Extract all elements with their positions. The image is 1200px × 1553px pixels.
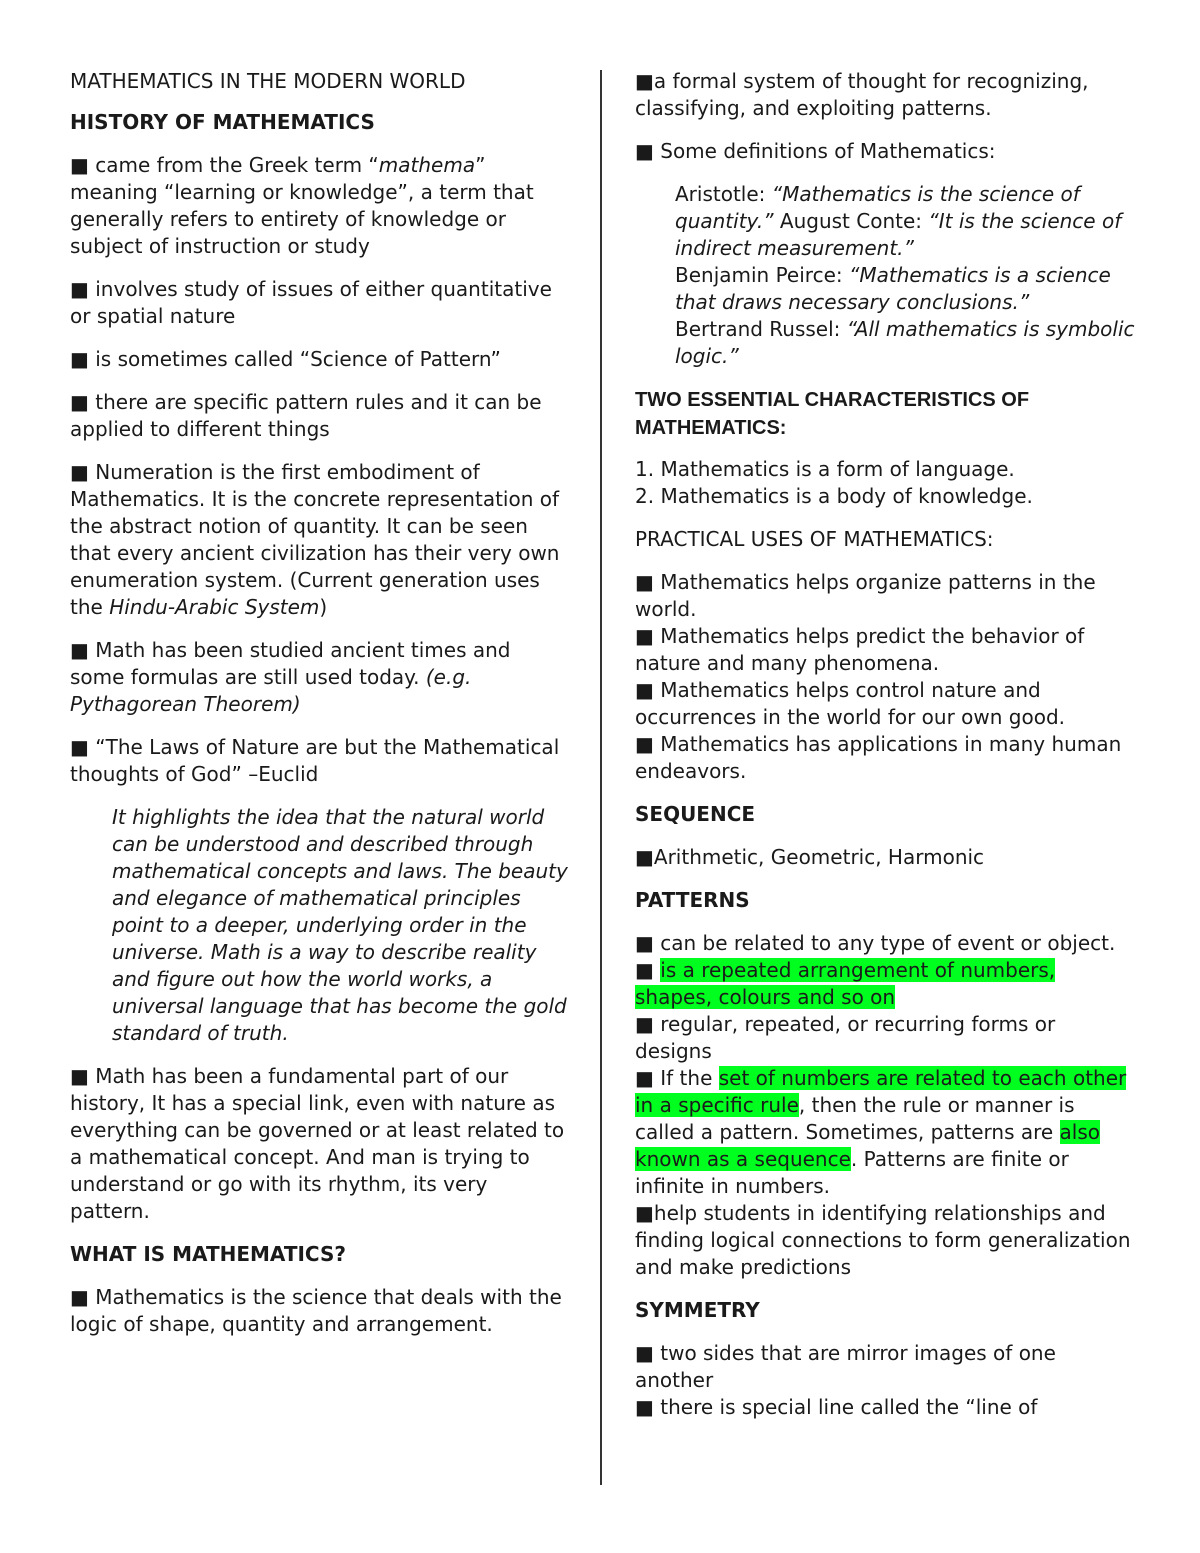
practical-use-1: ■ Mathematics helps organize patterns in the world. xyxy=(635,570,1096,621)
highlight-sequence: also known as a sequence xyxy=(635,1120,1101,1171)
practical-uses-heading: PRACTICAL USES OF MATHEMATICS: xyxy=(635,527,994,551)
symmetry-bullet-1: ■ two sides that are mirror images of one another xyxy=(635,1341,1056,1392)
pattern-bullet-2: ■ is a repeated arrangement of numbers, shapes, colours and so on xyxy=(635,958,1056,1009)
practical-use-3: ■ Mathematics helps control nature and occurrences in the world for our own good. xyxy=(635,678,1066,729)
practical-use-2: ■ Mathematics helps predict the behavior of nature and many phenomena. xyxy=(635,624,1085,675)
sequence-heading: SEQUENCE xyxy=(635,802,756,826)
practical-use-4: ■ Mathematics has applications in many human endeavors. xyxy=(635,732,1122,783)
highlight-specific-rule: set of numbers are related to each other in a specific rule xyxy=(635,1066,1127,1117)
pattern-bullet-4: ■ If the set of numbers are related to each other in a specific rule, then the rule or manner is called a pattern. Sometimes, patterns are also known as a sequence. Patterns are finite or infinite in numbers. xyxy=(635,1066,1127,1198)
bullet-study-issues: ■ involves study of issues of either quantitative or spatial nature xyxy=(70,277,552,328)
sequence-types: ■Arithmetic, Geometric, Harmonic xyxy=(635,845,985,869)
definitions-list: Aristotle: “Mathematics is the science of quantity.” August Conte: “It is the science of indirect measurement.” Benjamin Peirce: “Mathematics is a science that draws necessary conclusions.” Bertrand Russel: “All mathematics is symbolic logic.” xyxy=(675,182,1135,368)
bullet-some-definitions: ■ Some definitions of Mathematics: xyxy=(635,139,996,163)
bullet-fundamental-part: ■ Math has been a fundamental part of our history, It has a special link, even with nature as everything can be governed or at least related to a mathematical concept. And man is trying to understand or go with its rhythm, its very pattern. xyxy=(70,1064,565,1223)
pattern-bullet-5: ■help students in identifying relationships and finding logical connections to form generalization and make predictions xyxy=(635,1201,1131,1279)
bullet-euclid-quote: ■ “The Laws of Nature are but the Mathematical thoughts of God” –Euclid xyxy=(70,735,560,786)
bullet-formal-system: ■a formal system of thought for recognizing, classifying, and exploiting patterns. xyxy=(635,69,1089,120)
document-title: MATHEMATICS IN THE MODERN WORLD xyxy=(70,69,466,93)
what-is-math-heading: WHAT IS MATHEMATICS? xyxy=(70,1242,346,1266)
right-column xyxy=(635,68,1135,1421)
highlight-repeated-arrangement: is a repeated arrangement of numbers, shapes, colours and so on xyxy=(635,958,1056,1009)
characteristic-1: 1. Mathematics is a form of language. xyxy=(635,457,1015,481)
bullet-science-definition: ■ Mathematics is the science that deals with the logic of shape, quantity and arrangement. xyxy=(70,1285,562,1336)
patterns-heading: PATTERNS xyxy=(635,888,750,912)
characteristic-2: 2. Mathematics is a body of knowledge. xyxy=(635,484,1033,508)
symmetry-heading: SYMMETRY xyxy=(635,1298,760,1322)
bullet-numeration: ■ Numeration is the first embodiment of Mathematics. It is the concrete representation of the abstract notion of quantity. It can be seen that every ancient civilization has their very own enumeration system. (Current generation uses the Hindu-Arabic System) xyxy=(70,460,560,619)
pattern-bullet-1: ■ can be related to any type of event or object. xyxy=(635,931,1116,955)
two-characteristics-heading: TWO ESSENTIAL CHARACTERISTICS OF MATHEMATICS: xyxy=(635,389,1030,439)
history-heading: HISTORY OF MATHEMATICS xyxy=(70,110,375,134)
left-column xyxy=(70,68,570,1354)
bullet-greek-term: ■ came from the Greek term “mathema” meaning “learning or knowledge”, a term that generally refers to entirety of knowledge or subject of instruction or study xyxy=(70,153,534,258)
bullet-ancient-times: ■ Math has been studied ancient times and some formulas are still used today. (e.g. Pythagorean Theorem) xyxy=(70,638,511,716)
bullet-science-of-pattern: ■ is sometimes called “Science of Pattern” xyxy=(70,347,501,371)
euclid-explanation: It highlights the idea that the natural world can be understood and described through mathematical concepts and laws. The beauty and elegance of mathematical principles point to a deeper, underlying order in the universe. Math is a way to describe reality and figure out how the world works, a universal language that has become the gold standard of truth. xyxy=(112,805,568,1045)
symmetry-bullet-2: ■ there is special line called the “line of xyxy=(635,1395,1038,1419)
column-divider xyxy=(600,70,602,1485)
pattern-bullet-3: ■ regular, repeated, or recurring forms or designs xyxy=(635,1012,1056,1063)
bullet-pattern-rules: ■ there are specific pattern rules and it can be applied to different things xyxy=(70,390,542,441)
